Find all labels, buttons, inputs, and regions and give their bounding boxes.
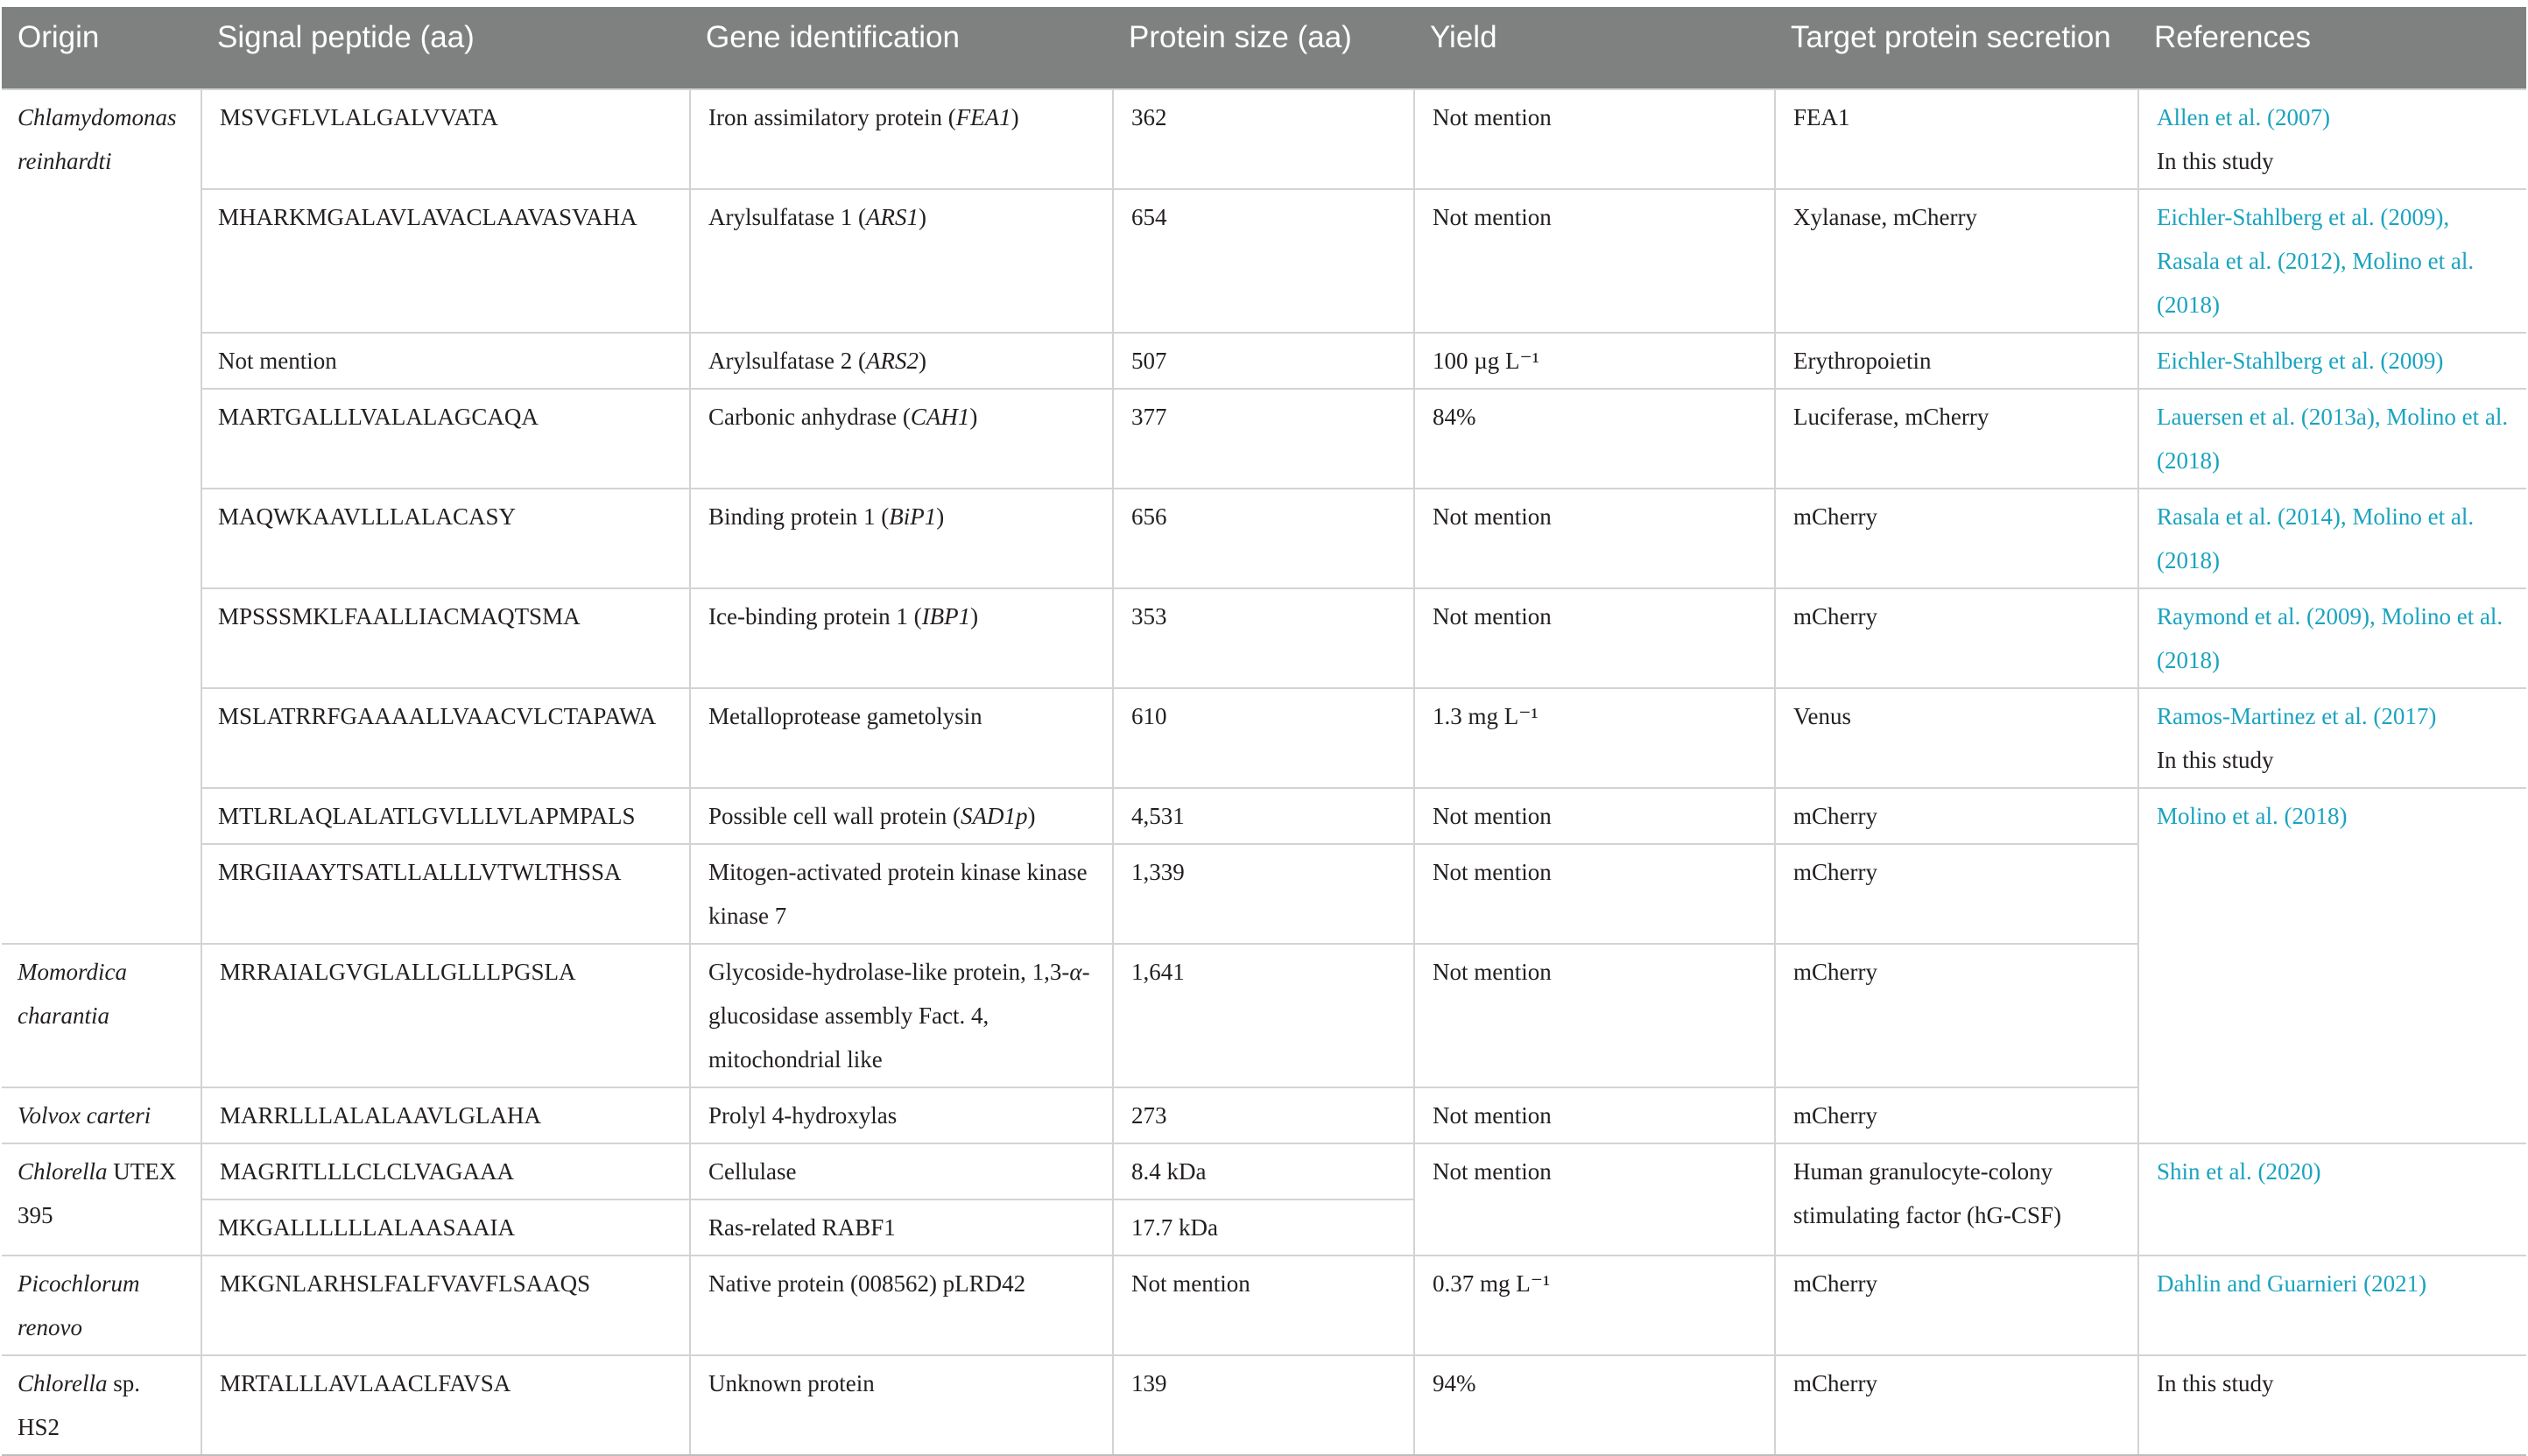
yield-cell: Not mention xyxy=(1414,489,1775,588)
reference-plain: In this study xyxy=(2157,747,2274,773)
gene-pre: Glycoside-hydrolase-like protein, 1,3- xyxy=(708,959,1070,985)
header-row xyxy=(2,7,2526,89)
gene-cell xyxy=(690,1087,1113,1143)
header-target-protein: Target protein secretion xyxy=(1775,7,2138,89)
header-protein-size: Protein size (aa) xyxy=(1113,7,1414,89)
gene-cell xyxy=(690,189,1113,333)
gene-cell xyxy=(690,333,1113,389)
header-references: References xyxy=(2138,7,2526,89)
table-row xyxy=(2,189,2526,333)
gene-cell xyxy=(690,489,1113,588)
table-row xyxy=(2,489,2526,588)
gene-cell xyxy=(690,389,1113,489)
target-cell: mCherry xyxy=(1775,944,2138,1087)
gene-pre: Iron assimilatory protein ( xyxy=(708,104,956,130)
peptide-cell: MKGNLARHSLFALFVAVFLSAAQS xyxy=(201,1256,690,1355)
gene-pre: Ice-binding protein 1 ( xyxy=(708,603,922,630)
yield-cell: Not mention xyxy=(1414,788,1775,844)
table-row xyxy=(2,1355,2526,1455)
size-cell: 654 xyxy=(1113,189,1414,333)
origin-cell xyxy=(2,944,201,1087)
reference-link[interactable]: Raymond et al. (2009), Molino et al. (2018) xyxy=(2157,603,2503,673)
gene-pre: Arylsulfatase 1 ( xyxy=(708,204,866,230)
origin-cell xyxy=(2,1143,201,1256)
reference-link[interactable]: Lauersen et al. (2013a), Molino et al. (2018) xyxy=(2157,404,2509,474)
gene-post: ) xyxy=(970,603,979,630)
peptide-cell: MKGALLLLLLALAASAAIA xyxy=(201,1199,690,1256)
gene-post: ) xyxy=(969,404,978,430)
yield-cell: 100 µg L⁻¹ xyxy=(1414,333,1775,389)
gene-post: ) xyxy=(936,503,945,530)
gene-pre: Possible cell wall protein ( xyxy=(708,803,961,829)
peptide-cell: MRTALLLAVLAACLFAVSA xyxy=(201,1355,690,1455)
size-cell: 273 xyxy=(1113,1087,1414,1143)
table-row xyxy=(2,788,2526,844)
origin-italic: Picochlorum renovo xyxy=(18,1270,140,1340)
gene-post: ) xyxy=(1027,803,1036,829)
references-cell xyxy=(2138,189,2526,333)
reference-link[interactable]: Molino et al. (2018) xyxy=(2157,803,2348,829)
table-row xyxy=(2,333,2526,389)
target-cell: mCherry xyxy=(1775,844,2138,944)
table-body xyxy=(2,89,2526,1455)
table-row xyxy=(2,89,2526,189)
target-cell: Luciferase, mCherry xyxy=(1775,389,2138,489)
gene-pre: Arylsulfatase 2 ( xyxy=(708,348,866,374)
gene-post: ) xyxy=(918,204,926,230)
gene-pre: Metalloprotease gametolysin xyxy=(708,703,982,729)
references-cell xyxy=(2138,588,2526,688)
size-cell: 353 xyxy=(1113,588,1414,688)
table-row xyxy=(2,389,2526,489)
references-cell xyxy=(2138,788,2526,1143)
origin-italic: Chlorella xyxy=(18,1370,108,1396)
target-cell: Xylanase, mCherry xyxy=(1775,189,2138,333)
gene-cell xyxy=(690,1355,1113,1455)
reference-link[interactable]: Allen et al. (2007) xyxy=(2157,104,2330,130)
gene-pre: Cellulase xyxy=(708,1158,797,1185)
peptide-cell: MAGRITLLLCLCLVAGAAA xyxy=(201,1143,690,1199)
target-cell: mCherry xyxy=(1775,1355,2138,1455)
header-gene-identification: Gene identification xyxy=(690,7,1113,89)
peptide-cell: MSLATRRFGAAAALLVAACVLCTAPAWA xyxy=(201,688,690,788)
target-cell: mCherry xyxy=(1775,489,2138,588)
references-cell xyxy=(2138,333,2526,389)
yield-cell: Not mention xyxy=(1414,189,1775,333)
target-cell: Erythropoietin xyxy=(1775,333,2138,389)
reference-plain: In this study xyxy=(2157,148,2274,174)
reference-link[interactable]: Eichler-Stahlberg et al. (2009), Rasala et al. (2012), Molino et al. (2018) xyxy=(2157,204,2475,318)
gene-pre: Binding protein 1 ( xyxy=(708,503,890,530)
references-cell xyxy=(2138,389,2526,489)
gene-cell xyxy=(690,844,1113,944)
gene-post: ) xyxy=(1010,104,1019,130)
yield-cell: Not mention xyxy=(1414,944,1775,1087)
reference-plain: In this study xyxy=(2157,1370,2274,1396)
gene-post: ) xyxy=(918,348,926,374)
size-cell: Not mention xyxy=(1113,1256,1414,1355)
target-cell: Venus xyxy=(1775,688,2138,788)
peptide-cell: Not mention xyxy=(201,333,690,389)
size-cell: 377 xyxy=(1113,389,1414,489)
table-row xyxy=(2,688,2526,788)
gene-pre: Prolyl 4-hydroxylas xyxy=(708,1102,898,1129)
table-row xyxy=(2,588,2526,688)
gene-cell xyxy=(690,944,1113,1087)
gene-pre: Unknown protein xyxy=(708,1370,875,1396)
target-cell: Human granulocyte-colony stimulating factor (hG-CSF) xyxy=(1775,1143,2138,1256)
peptide-cell: MRRAIALGVGLALLGLLLPGSLA xyxy=(201,944,690,1087)
origin-cell xyxy=(2,1355,201,1455)
gene-pre: Ras-related RABF1 xyxy=(708,1214,896,1241)
gene-italic: FEA1 xyxy=(955,104,1011,130)
peptide-cell: MAQWKAAVLLLALACASY xyxy=(201,489,690,588)
gene-pre: Native protein (008562) pLRD42 xyxy=(708,1270,1026,1297)
yield-cell: 94% xyxy=(1414,1355,1775,1455)
gene-italic: α xyxy=(1069,959,1082,985)
gene-italic: IBP1 xyxy=(921,603,971,630)
header-origin: Origin xyxy=(2,7,201,89)
origin-italic: Chlamydomonas reinhardti xyxy=(18,104,177,174)
origin-plain: sp. HS2 xyxy=(18,1370,141,1440)
gene-cell xyxy=(690,1256,1113,1355)
origin-plain: UTEX 395 xyxy=(18,1158,177,1228)
size-cell: 507 xyxy=(1113,333,1414,389)
references-cell xyxy=(2138,489,2526,588)
reference-link[interactable]: Shin et al. (2020) xyxy=(2157,1158,2321,1185)
reference-link[interactable]: Ramos-Martinez et al. (2017) xyxy=(2157,703,2437,729)
data-table xyxy=(2,7,2526,1456)
size-cell: 1,641 xyxy=(1113,944,1414,1087)
gene-post: -glucosidase assembly Fact. 4, mitochondrial like xyxy=(708,959,1090,1073)
target-cell: mCherry xyxy=(1775,588,2138,688)
peptide-cell: MPSSSMKLFAALLIACMAQTSMA xyxy=(201,588,690,688)
size-cell: 362 xyxy=(1113,89,1414,189)
target-cell: FEA1 xyxy=(1775,89,2138,189)
yield-cell: Not mention xyxy=(1414,89,1775,189)
yield-cell: Not mention xyxy=(1414,1087,1775,1143)
reference-link[interactable]: Rasala et al. (2014), Molino et al. (2018) xyxy=(2157,503,2475,573)
gene-cell xyxy=(690,588,1113,688)
peptide-cell: MHARKMGALAVLAVACLAAVASVAHA xyxy=(201,189,690,333)
peptide-cell: MRGIIAAYTSATLLALLLVTWLTHSSA xyxy=(201,844,690,944)
gene-italic: CAH1 xyxy=(910,404,970,430)
size-cell: 1,339 xyxy=(1113,844,1414,944)
reference-link[interactable]: Dahlin and Guarnieri (2021) xyxy=(2157,1270,2427,1297)
gene-cell xyxy=(690,788,1113,844)
peptide-cell: MARRLLLALALAAVLGLAHA xyxy=(201,1087,690,1143)
peptide-cell: MTLRLAQLALATLGVLLLVLAPMPALS xyxy=(201,788,690,844)
gene-cell xyxy=(690,1143,1113,1199)
gene-italic: ARS2 xyxy=(865,348,919,374)
references-cell xyxy=(2138,89,2526,189)
origin-cell xyxy=(2,1087,201,1143)
gene-cell xyxy=(690,688,1113,788)
gene-italic: BiP1 xyxy=(889,503,937,530)
origin-italic: Volvox carteri xyxy=(18,1102,151,1129)
peptide-cell: MSVGFLVLALGALVVATA xyxy=(201,89,690,189)
table-row xyxy=(2,1256,2526,1355)
yield-cell: Not mention xyxy=(1414,844,1775,944)
gene-pre: Mitogen-activated protein kinase kinase kinase 7 xyxy=(708,859,1088,929)
size-cell: 139 xyxy=(1113,1355,1414,1455)
size-cell: 4,531 xyxy=(1113,788,1414,844)
origin-italic: Momordica charantia xyxy=(18,959,127,1029)
target-cell: mCherry xyxy=(1775,788,2138,844)
references-cell xyxy=(2138,1355,2526,1455)
target-cell: mCherry xyxy=(1775,1256,2138,1355)
yield-cell: 0.37 mg L⁻¹ xyxy=(1414,1256,1775,1355)
header-yield: Yield xyxy=(1414,7,1775,89)
yield-cell: Not mention xyxy=(1414,1143,1775,1256)
yield-cell: 1.3 mg L⁻¹ xyxy=(1414,688,1775,788)
references-cell xyxy=(2138,1256,2526,1355)
size-cell: 610 xyxy=(1113,688,1414,788)
gene-cell xyxy=(690,1199,1113,1256)
references-cell xyxy=(2138,1143,2526,1256)
origin-italic: Chlorella xyxy=(18,1158,108,1185)
table-row xyxy=(2,1143,2526,1199)
yield-cell: 84% xyxy=(1414,389,1775,489)
gene-italic: ARS1 xyxy=(865,204,919,230)
yield-cell: Not mention xyxy=(1414,588,1775,688)
header-signal-peptide: Signal peptide (aa) xyxy=(201,7,690,89)
table-header xyxy=(2,7,2526,89)
size-cell: 17.7 kDa xyxy=(1113,1199,1414,1256)
size-cell: 8.4 kDa xyxy=(1113,1143,1414,1199)
gene-cell xyxy=(690,89,1113,189)
size-cell: 656 xyxy=(1113,489,1414,588)
gene-italic: SAD1p xyxy=(960,803,1028,829)
peptide-cell: MARTGALLLVALALAGCAQA xyxy=(201,389,690,489)
origin-cell xyxy=(2,89,201,944)
origin-cell xyxy=(2,1256,201,1355)
reference-link[interactable]: Eichler-Stahlberg et al. (2009) xyxy=(2157,348,2444,374)
references-cell xyxy=(2138,688,2526,788)
gene-pre: Carbonic anhydrase ( xyxy=(708,404,911,430)
target-cell: mCherry xyxy=(1775,1087,2138,1143)
